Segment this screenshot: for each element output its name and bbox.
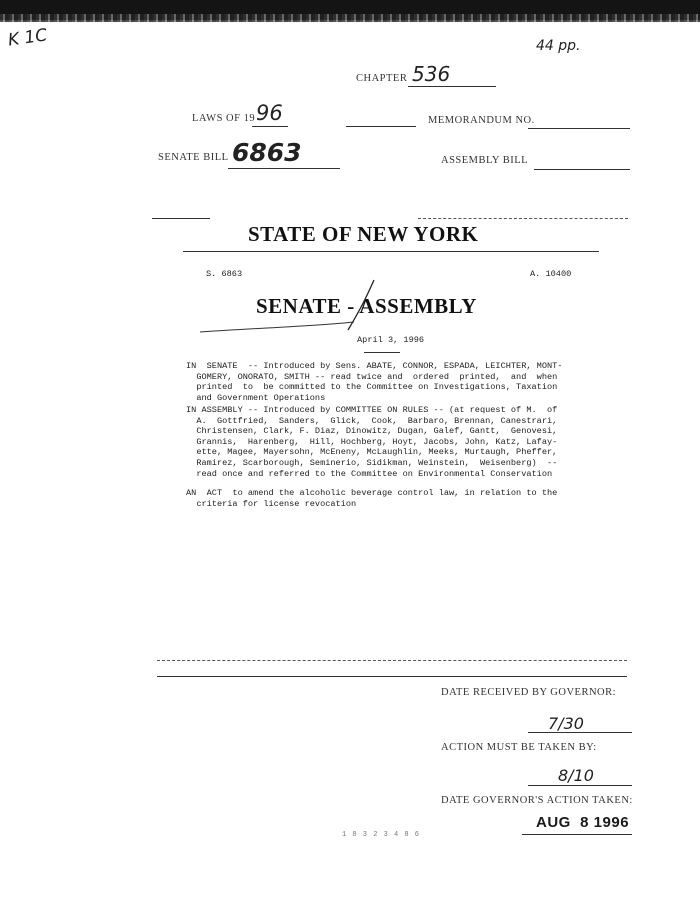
action-underline (528, 785, 632, 786)
lower-rule-2 (157, 676, 627, 677)
act-text-line: criteria for license revocation (186, 498, 357, 509)
memo-label: MEMORANDUM NO. (428, 115, 535, 126)
stamp-underline (522, 834, 632, 835)
senate-bill-underline (228, 168, 340, 169)
assembly-number: A. 10400 (530, 269, 572, 279)
date-received-underline (528, 732, 632, 733)
bill-date: April 3, 1996 (357, 335, 425, 345)
chapter-number: 536 (412, 62, 451, 86)
laws-year: 96 (256, 101, 283, 125)
chapter-label: CHAPTER (356, 73, 408, 84)
memo-underline (528, 128, 630, 129)
signature-stroke (198, 276, 378, 340)
action-date-stamp: AUG 8 1996 (536, 814, 630, 831)
senate-number: S. 6863 (206, 269, 243, 279)
state-title-rule (183, 251, 599, 252)
assembly-intro-line: IN ASSEMBLY -- Introduced by COMMITTEE ON RULES -- (at request of M. of (186, 405, 558, 415)
act-text-line: AN ACT to amend the alcoholic beverage control law, in relation to the (186, 488, 558, 498)
date-received-value: 7/30 (548, 714, 584, 733)
assembly-intro-line: read once and referred to the Committee on Environmental Conservation (186, 468, 553, 479)
action-value: 8/10 (558, 766, 594, 785)
assembly-intro-line: Grannis, Harenberg, Hill, Hochberg, Hoyt, Jacobs, John, Katz, Lafay- (186, 436, 558, 447)
date-received-label: DATE RECEIVED BY GOVERNOR: (441, 687, 617, 698)
state-title: STATE OF NEW YORK (248, 222, 479, 246)
corner-mark: K 1C (6, 25, 49, 51)
date-action-label: DATE GOVERNOR'S ACTION TAKEN: (441, 795, 633, 806)
senate-intro-line: IN SENATE -- Introduced by Sens. ABATE, CONNOR, ESPADA, LEICHTER, MONT- (186, 361, 563, 371)
laws-label: LAWS OF 19 (192, 113, 256, 124)
chamber-title: SENATE - ASSEMBLY (256, 294, 477, 318)
assembly-intro-line: ette, Magee, Mayersohn, McEneny, McLaughlin, Meeks, Murtaugh, Pheffer, (186, 447, 558, 458)
laws-underline (252, 126, 288, 127)
date-rule (364, 352, 400, 353)
laws-extra-line (346, 126, 416, 127)
assembly-bill-underline (534, 169, 630, 170)
page-count-note: 44 pp. (536, 38, 581, 54)
senate-intro (186, 361, 626, 403)
senate-intro-line: printed to be committed to the Committee on Investigations, Taxation (186, 382, 558, 393)
assembly-intro-line: Ramirez, Scarborough, Seminerio, Sidikman, Weinstein, Weisenberg) -- (186, 457, 558, 468)
rule-left (152, 218, 210, 219)
lower-rule-1 (157, 660, 627, 661)
assembly-intro (186, 405, 626, 479)
act-text (186, 488, 626, 509)
senate-bill-label: SENATE BILL (158, 152, 229, 163)
assembly-intro-line: A. Gottfried, Sanders, Glick, Cook, Barbaro, Brennan, Canestrari, (186, 415, 558, 426)
senate-bill-number: 6863 (232, 138, 302, 167)
senate-intro-line: and Government Operations (186, 392, 326, 403)
chapter-underline (408, 86, 496, 87)
senate-intro-line: GOMERY, ONORATO, SMITH -- read twice and ordered printed, and when (186, 371, 558, 382)
assembly-intro-line: Christensen, Clark, F. Diaz, Dinowitz, Dugan, Galef, Gantt, Genovesi, (186, 426, 558, 437)
bottom-code: 1 8 3 2 3 4 8 6 (342, 831, 421, 839)
scan-top-noise (0, 14, 700, 22)
action-label: ACTION MUST BE TAKEN BY: (441, 742, 597, 753)
rule-right (418, 218, 628, 219)
assembly-bill-label: ASSEMBLY BILL (441, 155, 529, 166)
